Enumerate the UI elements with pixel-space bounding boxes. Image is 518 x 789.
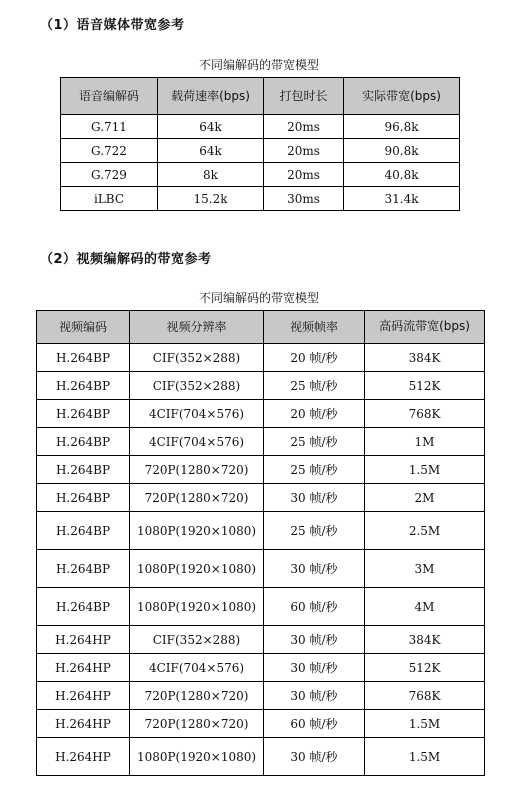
table-cell: 768K xyxy=(365,682,485,710)
table-cell: G.711 xyxy=(61,115,158,139)
table-row xyxy=(37,588,485,626)
table-row xyxy=(37,738,485,776)
table-header-row xyxy=(37,311,485,344)
table-cell: 96.8k xyxy=(344,115,460,139)
table-cell: H.264HP xyxy=(37,738,130,776)
table-cell: 25 帧/秒 xyxy=(264,456,365,484)
table-cell: 64k xyxy=(158,115,264,139)
table-cell: G.729 xyxy=(61,163,158,187)
column-header: 语音编解码 xyxy=(61,78,158,115)
table-cell: H.264BP xyxy=(37,588,130,626)
column-header: 视频分辨率 xyxy=(130,311,264,344)
table-cell: 384K xyxy=(365,344,485,372)
table-cell: 4CIF(704×576) xyxy=(130,654,264,682)
table-cell: 4M xyxy=(365,588,485,626)
table-cell: 60 帧/秒 xyxy=(264,710,365,738)
table-cell: 720P(1280×720) xyxy=(130,682,264,710)
table-cell: 1.5M xyxy=(365,738,485,776)
table-cell: 768K xyxy=(365,400,485,428)
table-cell: 720P(1280×720) xyxy=(130,456,264,484)
table-cell: 1080P(1920×1080) xyxy=(130,512,264,550)
table-cell: 90.8k xyxy=(344,139,460,163)
table-cell: H.264HP xyxy=(37,654,130,682)
table-row xyxy=(61,115,460,139)
table-cell: 1M xyxy=(365,428,485,456)
table-cell: 25 帧/秒 xyxy=(264,512,365,550)
table-row xyxy=(37,710,485,738)
table-cell: 30 帧/秒 xyxy=(264,682,365,710)
table-cell: 4CIF(704×576) xyxy=(130,428,264,456)
table-cell: H.264HP xyxy=(37,710,130,738)
table-row xyxy=(37,484,485,512)
table-cell: 64k xyxy=(158,139,264,163)
table-row xyxy=(37,456,485,484)
table-cell: 1080P(1920×1080) xyxy=(130,588,264,626)
table-cell: 20ms xyxy=(264,139,344,163)
table-row xyxy=(37,626,485,654)
table-cell: 20ms xyxy=(264,115,344,139)
table-cell: 30 帧/秒 xyxy=(264,484,365,512)
table-cell: 384K xyxy=(365,626,485,654)
table-row xyxy=(37,654,485,682)
table-cell: 3M xyxy=(365,550,485,588)
table-row xyxy=(37,344,485,372)
column-header xyxy=(365,311,485,344)
table-row xyxy=(61,139,460,163)
column-header: 载荷速率(bps) xyxy=(158,78,264,115)
table-cell: H.264BP xyxy=(37,372,130,400)
table-row xyxy=(37,512,485,550)
table-header-row xyxy=(61,78,460,115)
column-header: 打包时长 xyxy=(264,78,344,115)
table-row xyxy=(37,682,485,710)
table-cell: 40.8k xyxy=(344,163,460,187)
column-header: 实际带宽(bps) xyxy=(344,78,460,115)
table-cell: 4CIF(704×576) xyxy=(130,400,264,428)
table-cell: H.264BP xyxy=(37,550,130,588)
audio-codec-table xyxy=(60,77,460,211)
table-row xyxy=(37,372,485,400)
table-cell: 1080P(1920×1080) xyxy=(130,738,264,776)
table-cell: 20 帧/秒 xyxy=(264,344,365,372)
table-cell: CIF(352×288) xyxy=(130,372,264,400)
table-cell: 30ms xyxy=(264,187,344,211)
table-cell: 30 帧/秒 xyxy=(264,626,365,654)
table-cell: H.264BP xyxy=(37,484,130,512)
table-cell: 720P(1280×720) xyxy=(130,484,264,512)
table-cell: 2.5M xyxy=(365,512,485,550)
table-cell: H.264BP xyxy=(37,512,130,550)
table-cell: 1.5M xyxy=(365,456,485,484)
table-cell: H.264BP xyxy=(37,428,130,456)
table-cell: H.264BP xyxy=(37,400,130,428)
table-cell: H.264HP xyxy=(37,626,130,654)
table-cell: 30 帧/秒 xyxy=(264,550,365,588)
table-cell: 20 帧/秒 xyxy=(264,400,365,428)
table-cell: 1.5M xyxy=(365,710,485,738)
table-cell: 2M xyxy=(365,484,485,512)
table-row xyxy=(37,400,485,428)
section1-heading: （1）语音媒体带宽参考 xyxy=(40,18,185,33)
section1-caption: 不同编解码的带宽模型 xyxy=(198,58,319,72)
table-cell: 8k xyxy=(158,163,264,187)
table-row xyxy=(37,428,485,456)
video-codec-table xyxy=(36,310,485,776)
table-cell: 20ms xyxy=(264,163,344,187)
table-cell: 60 帧/秒 xyxy=(264,588,365,626)
table-cell: 720P(1280×720) xyxy=(130,710,264,738)
table-cell: 1080P(1920×1080) xyxy=(130,550,264,588)
table-cell: 30 帧/秒 xyxy=(264,738,365,776)
table-cell: H.264BP xyxy=(37,456,130,484)
column-header: 视频编码 xyxy=(37,311,130,344)
table-cell: 25 帧/秒 xyxy=(264,372,365,400)
table-row xyxy=(61,163,460,187)
column-header: 视频帧率 xyxy=(264,311,365,344)
table-cell: G.722 xyxy=(61,139,158,163)
table-cell: CIF(352×288) xyxy=(130,344,264,372)
table-cell: 31.4k xyxy=(344,187,460,211)
table-cell: 30 帧/秒 xyxy=(264,654,365,682)
section2-heading: （2）视频编解码的带宽参考 xyxy=(40,252,212,267)
section2-caption: 不同编解码的带宽模型 xyxy=(198,291,319,305)
table-cell: H.264HP xyxy=(37,682,130,710)
table-cell: 25 帧/秒 xyxy=(264,428,365,456)
table-cell: 512K xyxy=(365,654,485,682)
table-cell: H.264BP xyxy=(37,344,130,372)
table-row xyxy=(37,550,485,588)
table-cell: iLBC xyxy=(61,187,158,211)
table-cell: 512K xyxy=(365,372,485,400)
table-cell: 15.2k xyxy=(158,187,264,211)
table-cell: CIF(352×288) xyxy=(130,626,264,654)
column-header-label: 高码流带宽(bps) xyxy=(379,319,470,333)
table-row xyxy=(61,187,460,211)
